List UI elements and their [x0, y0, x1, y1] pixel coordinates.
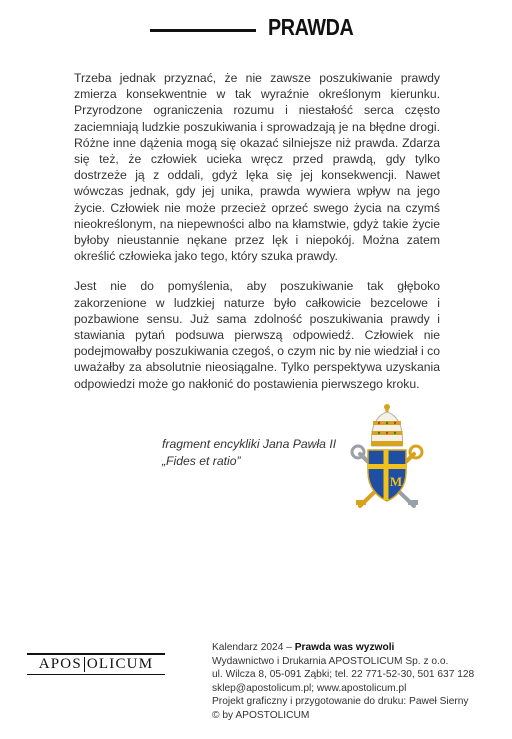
paragraph-1: Trzeba jednak przyznać, że nie zawsze poszukiwanie prawdy zmierza konsekwentnie w tak wyraźnie określonym kierunku. Przyrodzone ograniczenia rozumu i niestałość serca często zaciemniają ludzkie poszukiwania i sprowadzają je na błędne drogi. Różne inne dążenia mogą się okazać silniejsze niż prawda. Zdarza się też, że człowiek ucieka wręcz przed prawdą, gdy tylko dostrzeże ją z oddali, gdyż lęka się jej konsekwencji. Nawet wówczas jednak, gdy jej unika, prawda wywiera wpływ na jego życie. Człowiek nie może przecież oprzeć swego życia na czymś nieokreślonym, na niepewności albo na kłamstwie, gdyż takie życie byłoby nieustannie nękane przez lęk i niepokój. Można zatem określić człowieka jako tego, który szuka prawdy. — [74, 71, 440, 264]
colophon — [212, 641, 502, 723]
publisher-logo — [27, 652, 165, 676]
body-text — [74, 70, 440, 406]
calendar-title: Prawda was wyzwoli — [294, 642, 395, 653]
colophon-line-3: ul. Wilcza 8, 05-091 Ząbki; tel. 22 771-52-30, 501 637 128 — [212, 669, 475, 681]
colophon-line-4: sklep@apostolicum.pl; www.apostolicum.pl — [212, 682, 407, 694]
attribution-line-1: fragment encykliki Jana Pawła II — [162, 437, 337, 451]
colophon-line-1 — [212, 641, 502, 655]
attribution-line-2: „Fides et ratio” — [162, 454, 241, 468]
calendar-label: Kalendarz 2024 – — [212, 642, 295, 653]
logo-wordmark — [27, 656, 165, 673]
page-title: PRAWDA — [268, 14, 354, 40]
logo-part-2: OLICUM — [86, 655, 154, 672]
header-rule — [150, 29, 256, 32]
logo-part-1: APOS — [38, 655, 82, 672]
papal-coat-of-arms-icon — [346, 402, 428, 512]
logo-rule-top — [27, 653, 165, 655]
colophon-line-5: Projekt graficzny i przygotowanie do druku: Paweł Sierny — [212, 696, 469, 708]
colophon-line-6: © by APOSTOLICUM — [212, 709, 310, 721]
tiara-icon — [371, 404, 403, 446]
svg-text:M: M — [389, 474, 403, 489]
logo-separator — [84, 657, 85, 672]
logo-rule-bottom — [27, 674, 165, 676]
colophon-line-2: Wydawnictwo i Drukarnia APOSTOLICUM Sp. z o.o. — [212, 655, 449, 667]
paragraph-2: Jest nie do pomyślenia, aby poszukiwanie tak głęboko zakorzenione w ludzkiej naturze było całkowicie bezcelowe i pozbawione sensu. Już sama zdolność poszukiwania prawdy i stawiania pytań podsuwa pierwszą odpowiedź. Człowiek nie podejmowałby poszukiwania czegoś, o czym nic by nie wiedział i co uważałby za absolutnie nieosiągalne. Tylko perspektywa uzyskania odpowiedzi może go nakłonić do postawienia pierwszego kroku. — [74, 279, 440, 391]
attribution — [162, 436, 336, 470]
